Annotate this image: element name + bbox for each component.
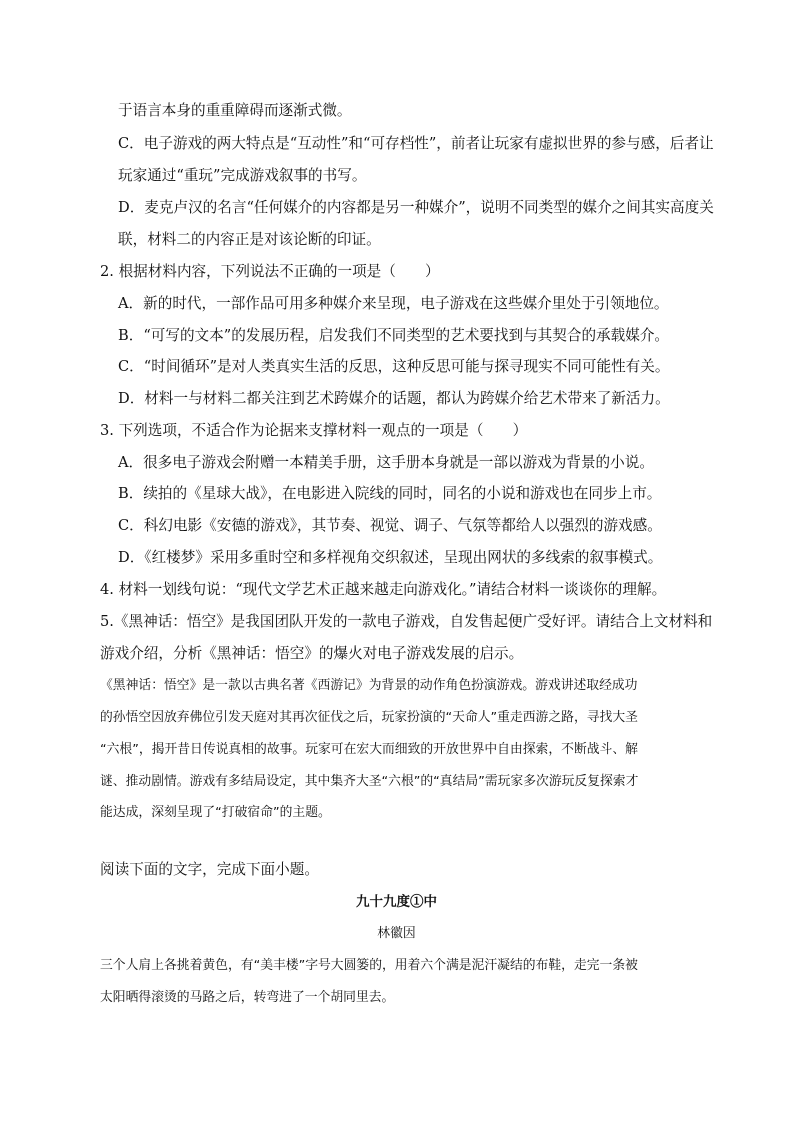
q5-intro-line3: “六根”，揭开昔日传说真相的故事。玩家可在宏大而细致的开放世界中自由探索，不断战斗、解 [100,742,638,757]
q4-stem: 4. 材料一划线句说：“现代文学艺术正越来越走向游戏化。”请结合材料一谈谈你的理解。 [100,581,667,598]
reading-author: 林徽因 [377,926,416,941]
q5-intro-line4: 谜、推动剧情。游戏有多结局设定，其中集齐大圣“六根”的“真结局”需玩家多次游玩反复探索才 [100,774,639,789]
q2-stem: 2. 根据材料内容，下列说法不正确的一项是（ ） [100,263,440,280]
q5-intro-line2: 的孙悟空因放弃佛位引发天庭对其再次征伐之后，玩家扮演的“天命人”重走西游之路，寻找大圣 [100,710,638,725]
reading-story-line1: 三个人肩上各挑着黄色，有“美丰楼”字号大圆篓的，用着六个满是泥汗凝结的布鞋，走完一条被 [100,958,638,973]
q2-option-c: C．“时间循环”是对人类真实生活的反思，这种反思可能与探寻现实不同可能性有关。 [118,358,670,375]
q3-option-b: B．续拍的《星球大战》，在电影进入院线的同时，同名的小说和游戏也在同步上市。 [118,485,662,502]
q5-intro-line5: 能达成，深刻呈现了“打破宿命”的主题。 [100,805,331,820]
q5-stem-line1: 5.《黑神话：悟空》是我国团队开发的一款电子游戏，自发售起便广受好评。请结合上文材料和 [100,613,713,630]
reading-instruction: 阅读下面的文字，完成下面小题。 [100,861,319,878]
q3-option-a: A．很多电子游戏会附赠一本精美手册，这手册本身就是一部以游戏为背景的小说。 [118,454,654,471]
q1-option-c-continuation: 玩家通过“重玩”完成游戏叙事的书写。 [118,167,367,184]
reading-title: 九十九度①中 [356,894,437,910]
q2-option-b: B．“可写的文本”的发展历程，启发我们不同类型的艺术要找到与其契合的承载媒介。 [118,327,670,344]
q1-option-b-continuation: 于语言本身的重重障碍而逐渐式微。 [118,102,352,119]
q5-stem-line2: 游戏介绍，分析《黑神话：悟空》的爆火对电子游戏发展的启示。 [100,645,524,662]
q1-option-d: D．麦克卢汉的名言“任何媒介的内容都是另一种媒介”，说明不同类型的媒介之间其实高度关 [118,199,714,216]
q2-option-d: D．材料一与材料二都关注到艺术跨媒介的话题，都认为跨媒介给艺术带来了新活力。 [118,390,670,407]
reading-story-line2: 太阳晒得滚烫的马路之后，转弯进了一个胡同里去。 [100,990,395,1005]
q3-option-c: C．科幻电影《安德的游戏》，其节奏、视觉、调子、气氛等都给人以强烈的游戏感。 [118,517,662,534]
q3-option-d: D．《红楼梦》采用多重时空和多样视角交织叙述，呈现出网状的多线索的叙事模式。 [118,549,663,566]
q3-stem: 3. 下列选项，不适合作为论据来支撑材料一观点的一项是（ ） [100,422,528,439]
q5-intro-line1: 《黑神话：悟空》是一款以古典名著《西游记》为背景的动作角色扮演游戏。游戏讲述取经成功 [100,678,638,693]
q1-option-d-continuation: 联，材料二的内容正是对该论断的印证。 [118,231,381,248]
q2-option-a: A．新的时代，一部作品可用多种媒介来呈现，电子游戏在这些媒介里处于引领地位。 [118,295,669,312]
q1-option-c: C．电子游戏的两大特点是“互动性”和“可存档性”，前者让玩家有虚拟世界的参与感，后者让 [118,135,714,152]
